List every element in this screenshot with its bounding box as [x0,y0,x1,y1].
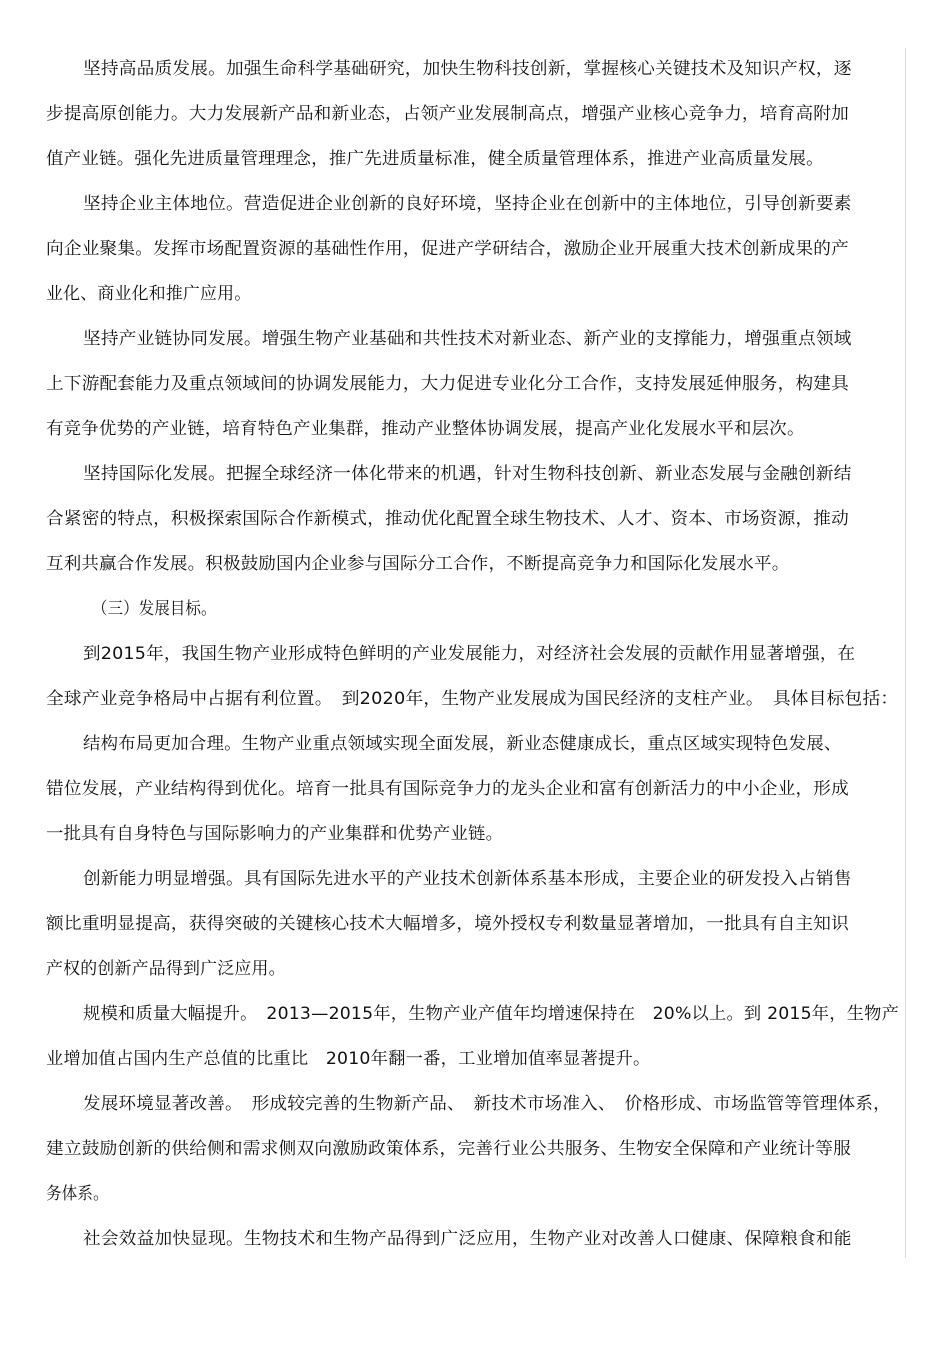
text-line: 坚持产业链协同发展。增强生物产业基础和共性技术对新业态、新产业的支撑能力，增强重点领域 [83,329,852,349]
text-line: 有竞争优势的产业链，培育特色产业集群，推动产业整体协调发展，提高产业化发展水平和层次。 [46,419,805,439]
text-line: 坚持国际化发展。把握全球经济一体化带来的机遇，针对生物科技创新、新业态发展与金融创新结 [83,464,852,484]
text-line: 步提高原创能力。大力发展新产品和新业态，占领产业发展制高点，增强产业核心竞争力，培育高附加 [46,104,849,124]
text-line: 到2015年，我国生物产业形成特色鲜明的产业发展能力，对经济社会发展的贡献作用显著增强，在 [83,644,856,664]
text-line: 坚持高品质发展。加强生命科学基础研究，加快生物科技创新，掌握核心关键技术及知识产权，逐 [83,59,852,79]
text-line: 上下游配套能力及重点领域间的协调发展能力，大力促进专业化分工合作，支持发展延伸服务，构建具 [46,374,849,394]
text-line: 坚持企业主体地位。营造促进企业创新的良好环境，坚持企业在创新中的主体地位，引导创新要素 [83,194,852,214]
text-line: 互利共赢合作发展。积极鼓励国内企业参与国际分工合作，不断提高竞争力和国际化发展水平。 [46,554,790,574]
text-line: 合紧密的特点，积极探索国际合作新模式，推动优化配置全球生物技术、人才、资本、市场资源，推动 [46,509,849,529]
text-line: 结构布局更加合理。生物产业重点领域实现全面发展，新业态健康成长，重点区域实现特色发展、 [83,734,842,754]
text-line: 错位发展，产业结构得到优化。培育一批具有国际竞争力的龙头企业和富有创新活力的中小企业，形成 [46,779,849,799]
text-line: 业增加值占国内生产总值的比重比 2010年翻一番，工业增加值率显著提升。 [46,1049,651,1069]
text-line: 向企业聚集。发挥市场配置资源的基础性作用，促进产学研结合，激励企业开展重大技术创新成果的产 [46,239,849,259]
page-edge-divider [905,48,906,1258]
text-line: 务体系。 [46,1184,109,1204]
text-line: 全球产业竞争格局中占据有利位置。 到2020年，生物产业发展成为国民经济的支柱产业。 具体目标包括： [46,689,899,709]
text-line: 值产业链。强化先进质量管理理念，推广先进质量标准，健全质量管理体系，推进产业高质量发展。 [46,149,824,169]
text-line: 一批具有自身特色与国际影响力的产业集群和优势产业链。 [46,824,504,844]
text-line: 发展环境显著改善。 形成较完善的生物新产品、 新技术市场准入、 价格形成、市场监管等管理体系， [83,1094,891,1114]
text-line: 额比重明显提高，获得突破的关键核心技术大幅增多，境外授权专利数量显著增加，一批具有自主知识 [46,914,849,934]
text-line: 规模和质量大幅提升。 2013—2015年，生物产业产值年均增速保持在 20%以上。到 2015年，生物产 [83,1004,900,1024]
text-line: 创新能力明显增强。具有国际先进水平的产业技术创新体系基本形成，主要企业的研发投入占销售 [83,869,852,889]
text-line: 建立鼓励创新的供给侧和需求侧双向激励政策体系，完善行业公共服务、生物安全保障和产业统计等服 [46,1139,851,1159]
section-heading: （三）发展目标。 [92,599,217,619]
text-line: 业化、商业化和推广应用。 [46,284,252,304]
text-line: 社会效益加快显现。生物技术和生物产品得到广泛应用，生物产业对改善人口健康、保障粮食和能 [83,1229,852,1249]
text-line: 产权的创新产品得到广泛应用。 [46,959,286,979]
